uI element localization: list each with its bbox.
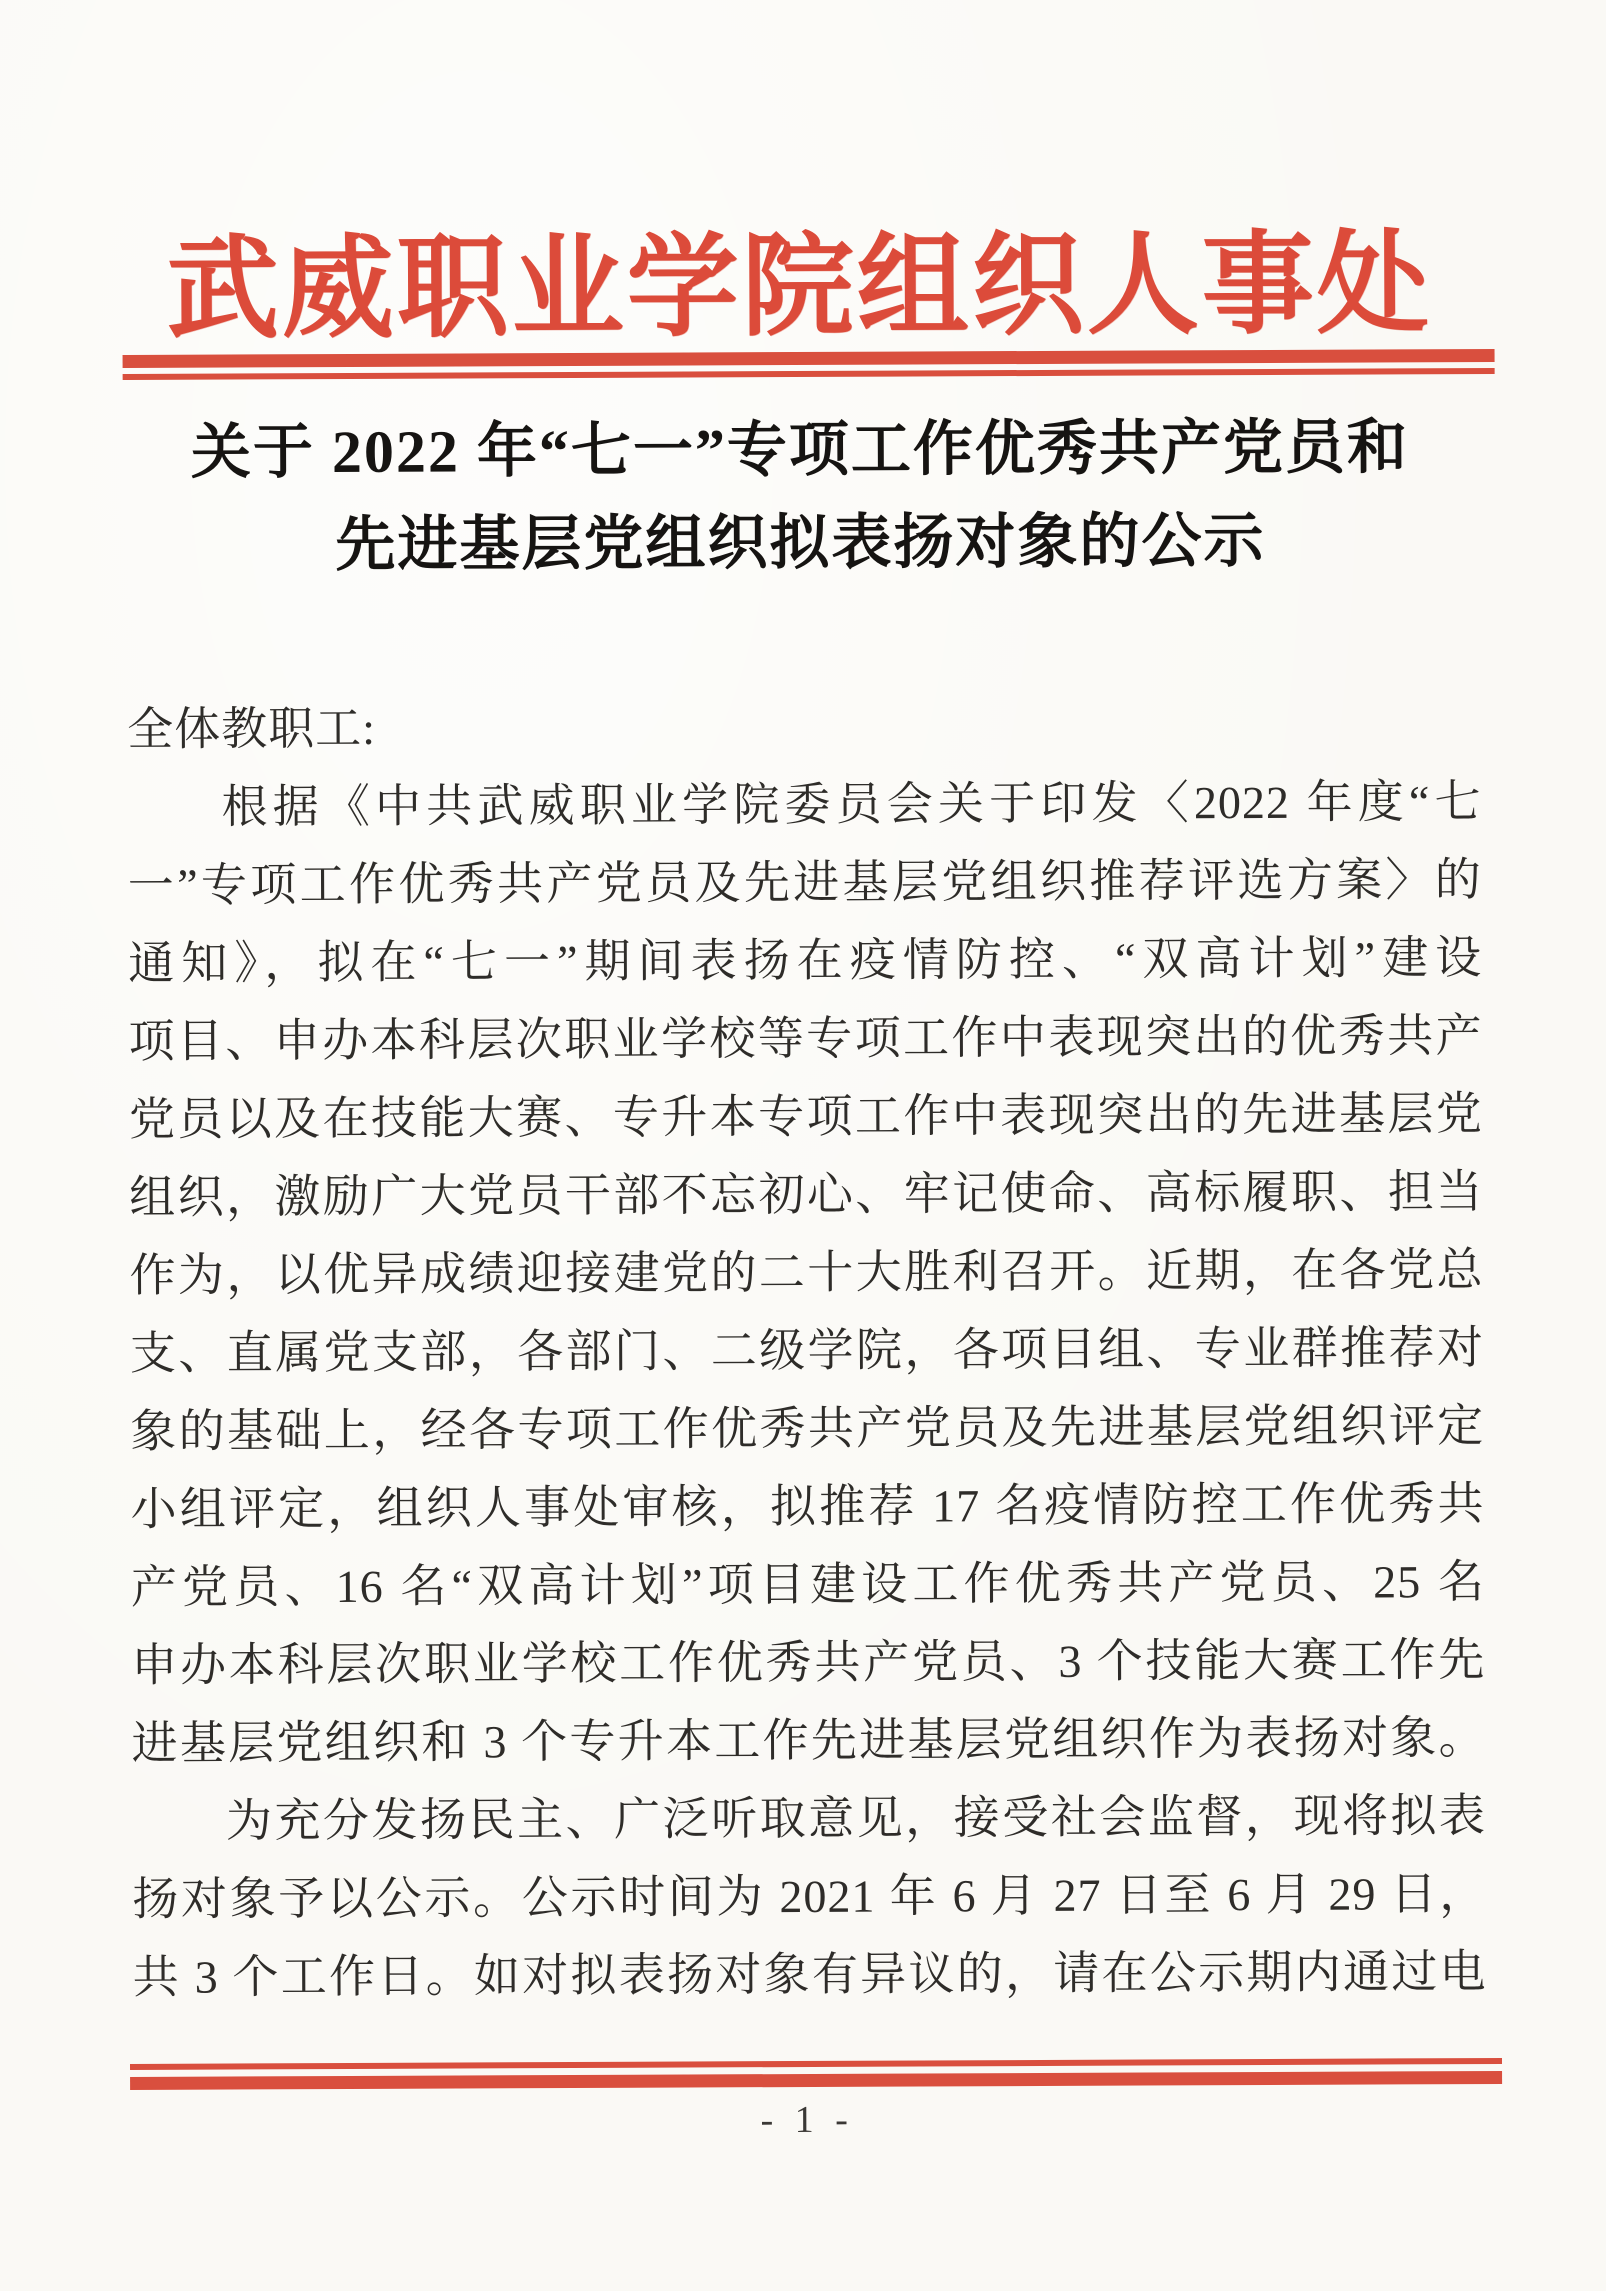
paragraph-line: 作为，以优异成绩迎接建党的二十大胜利召开。近期，在各党总 [129, 1244, 1484, 1301]
paragraph-line: 为充分发扬民主、广泛听取意见，接受社会监督，现将拟表 [225, 1790, 1487, 1847]
header-rule-thin [123, 368, 1495, 380]
paragraph-line: 小组评定，组织人事处审核，拟推荐 17 名疫情防控工作优秀共 [130, 1478, 1485, 1535]
footer-rule-thin [130, 2058, 1502, 2070]
body-paragraph-1 [127, 763, 1485, 1783]
page-number: - 1 - [760, 2098, 854, 2142]
paragraph-line: 进基层党组织和 3 个专升本工作先进基层党组织作为表扬对象。 [131, 1712, 1486, 1769]
paragraph-line: 根据《中共武威职业学院委员会关于印发〈2022 年度“七 [221, 776, 1482, 833]
letterhead-department-title: 武威职业学院组织人事处 [166, 223, 1433, 353]
paragraph-line: 通知》，拟在“七一”期间表扬在疫情防控、“双高计划”建设 [128, 932, 1483, 989]
document-title-line-1: 关于 2022 年“七一”专项工作优秀共产党员和 [190, 414, 1410, 486]
document-body [127, 685, 1487, 2017]
paragraph-line: 支、直属党支部，各部门、二级学院，各项目组、专业群推荐对 [129, 1322, 1484, 1379]
document-title-line-2: 先进基层党组织拟表扬对象的公示 [335, 507, 1266, 579]
footer-rule-thick [130, 2071, 1502, 2090]
paragraph-line: 党员以及在技能大赛、专升本专项工作中表现突出的先进基层党 [128, 1088, 1483, 1145]
paragraph-line: 扬对象予以公示。公示时间为 2021 年 6 月 27 日至 6 月 29 日， [132, 1868, 1487, 1925]
paragraph-line: 共 3 个工作日。如对拟表扬对象有异议的，请在公示期内通过电 [132, 1946, 1487, 2003]
salutation: 全体教职工: [127, 702, 377, 755]
paragraph-line: 申办本科层次职业学校工作优秀共产党员、3 个技能大赛工作先 [131, 1634, 1486, 1691]
paragraph-line: 组织，激励广大党员干部不忘初心、牢记使命、高标履职、担当 [129, 1166, 1484, 1223]
document-title [0, 401, 1604, 594]
paragraph-line: 产党员、16 名“双高计划”项目建设工作优秀共产党员、25 名 [130, 1556, 1486, 1613]
body-paragraph-2 [132, 1777, 1487, 2017]
paragraph-line: 项目、申办本科层次职业学校等专项工作中表现突出的优秀共产 [128, 1010, 1483, 1067]
paragraph-line: 一”专项工作优秀共产党员及先进基层党组织推荐评选方案〉的 [127, 854, 1482, 911]
paragraph-line: 象的基础上，经各专项工作优秀共产党员及先进基层党组织评定 [130, 1400, 1485, 1457]
